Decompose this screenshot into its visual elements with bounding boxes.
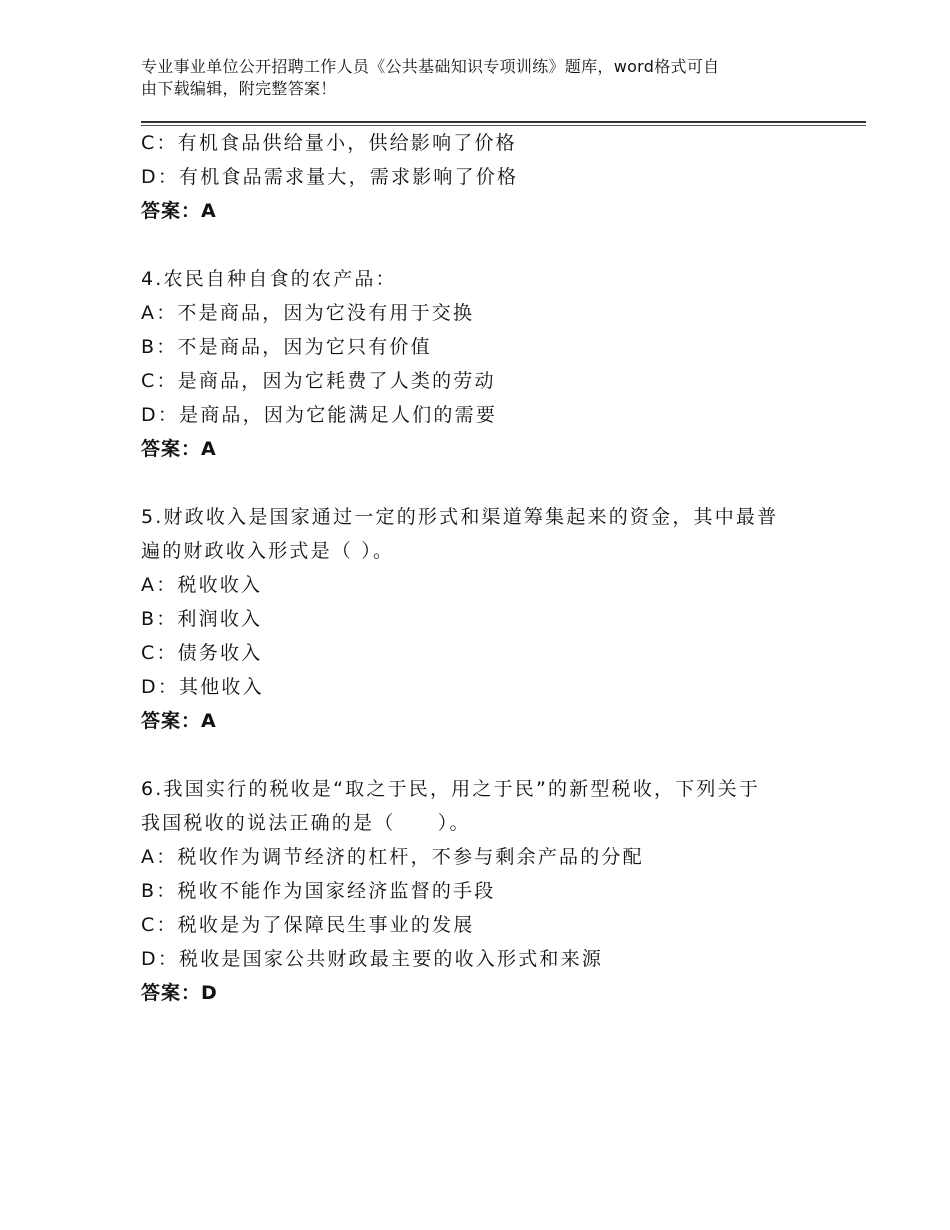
option-a: A：税收收入 — [141, 574, 263, 596]
question-stem-line-1: 5.财政收入是国家通过一定的形式和渠道筹集起来的资金，其中最普 — [141, 506, 779, 528]
option-b: B：不是商品，因为它只有价值 — [141, 336, 432, 358]
option-b: B：税收不能作为国家经济监督的手段 — [141, 880, 496, 902]
question-list — [141, 126, 821, 1010]
question-stem: 4.农民自种自食的农产品： — [141, 268, 397, 290]
spacer — [141, 466, 821, 500]
option-d: D：是商品，因为它能满足人们的需要 — [141, 404, 498, 426]
answer-label: 答案：D — [141, 982, 218, 1004]
question-stem-line-2: 遍的财政收入形式是（ ）。 — [141, 540, 395, 562]
question-4 — [141, 262, 821, 466]
option-d: D：税收是国家公共财政最主要的收入形式和来源 — [141, 948, 604, 970]
document-header — [141, 56, 821, 100]
question-stem-line-2: 我国税收的说法正确的是（ ）。 — [141, 812, 471, 834]
option-c: C：债务收入 — [141, 642, 263, 664]
option-a: A：税收作为调节经济的杠杆，不参与剩余产品的分配 — [141, 846, 644, 868]
header-divider-thick — [141, 121, 866, 123]
question-6 — [141, 772, 821, 1010]
option-c: C：是商品，因为它耗费了人类的劳动 — [141, 370, 496, 392]
option-c: C：有机食品供给量小，供给影响了价格 — [141, 132, 517, 154]
question-stem-line-1: 6.我国实行的税收是“取之于民，用之于民”的新型税收，下列关于 — [141, 778, 761, 800]
option-d: D：有机食品需求量大，需求影响了价格 — [141, 166, 519, 188]
header-line-2: 由下载编辑，附完整答案！ — [141, 79, 337, 98]
answer-label: 答案：A — [141, 200, 217, 222]
option-d: D：其他收入 — [141, 676, 264, 698]
question-5 — [141, 500, 821, 738]
spacer — [141, 738, 821, 772]
option-a: A：不是商品，因为它没有用于交换 — [141, 302, 475, 324]
option-b: B：利润收入 — [141, 608, 263, 630]
question-3 — [141, 126, 821, 228]
answer-label: 答案：A — [141, 710, 217, 732]
option-c: C：税收是为了保障民生事业的发展 — [141, 914, 475, 936]
header-line-1: 专业事业单位公开招聘工作人员《公共基础知识专项训练》题库，word格式可自 — [141, 57, 720, 76]
spacer — [141, 228, 821, 262]
answer-label: 答案：A — [141, 438, 217, 460]
